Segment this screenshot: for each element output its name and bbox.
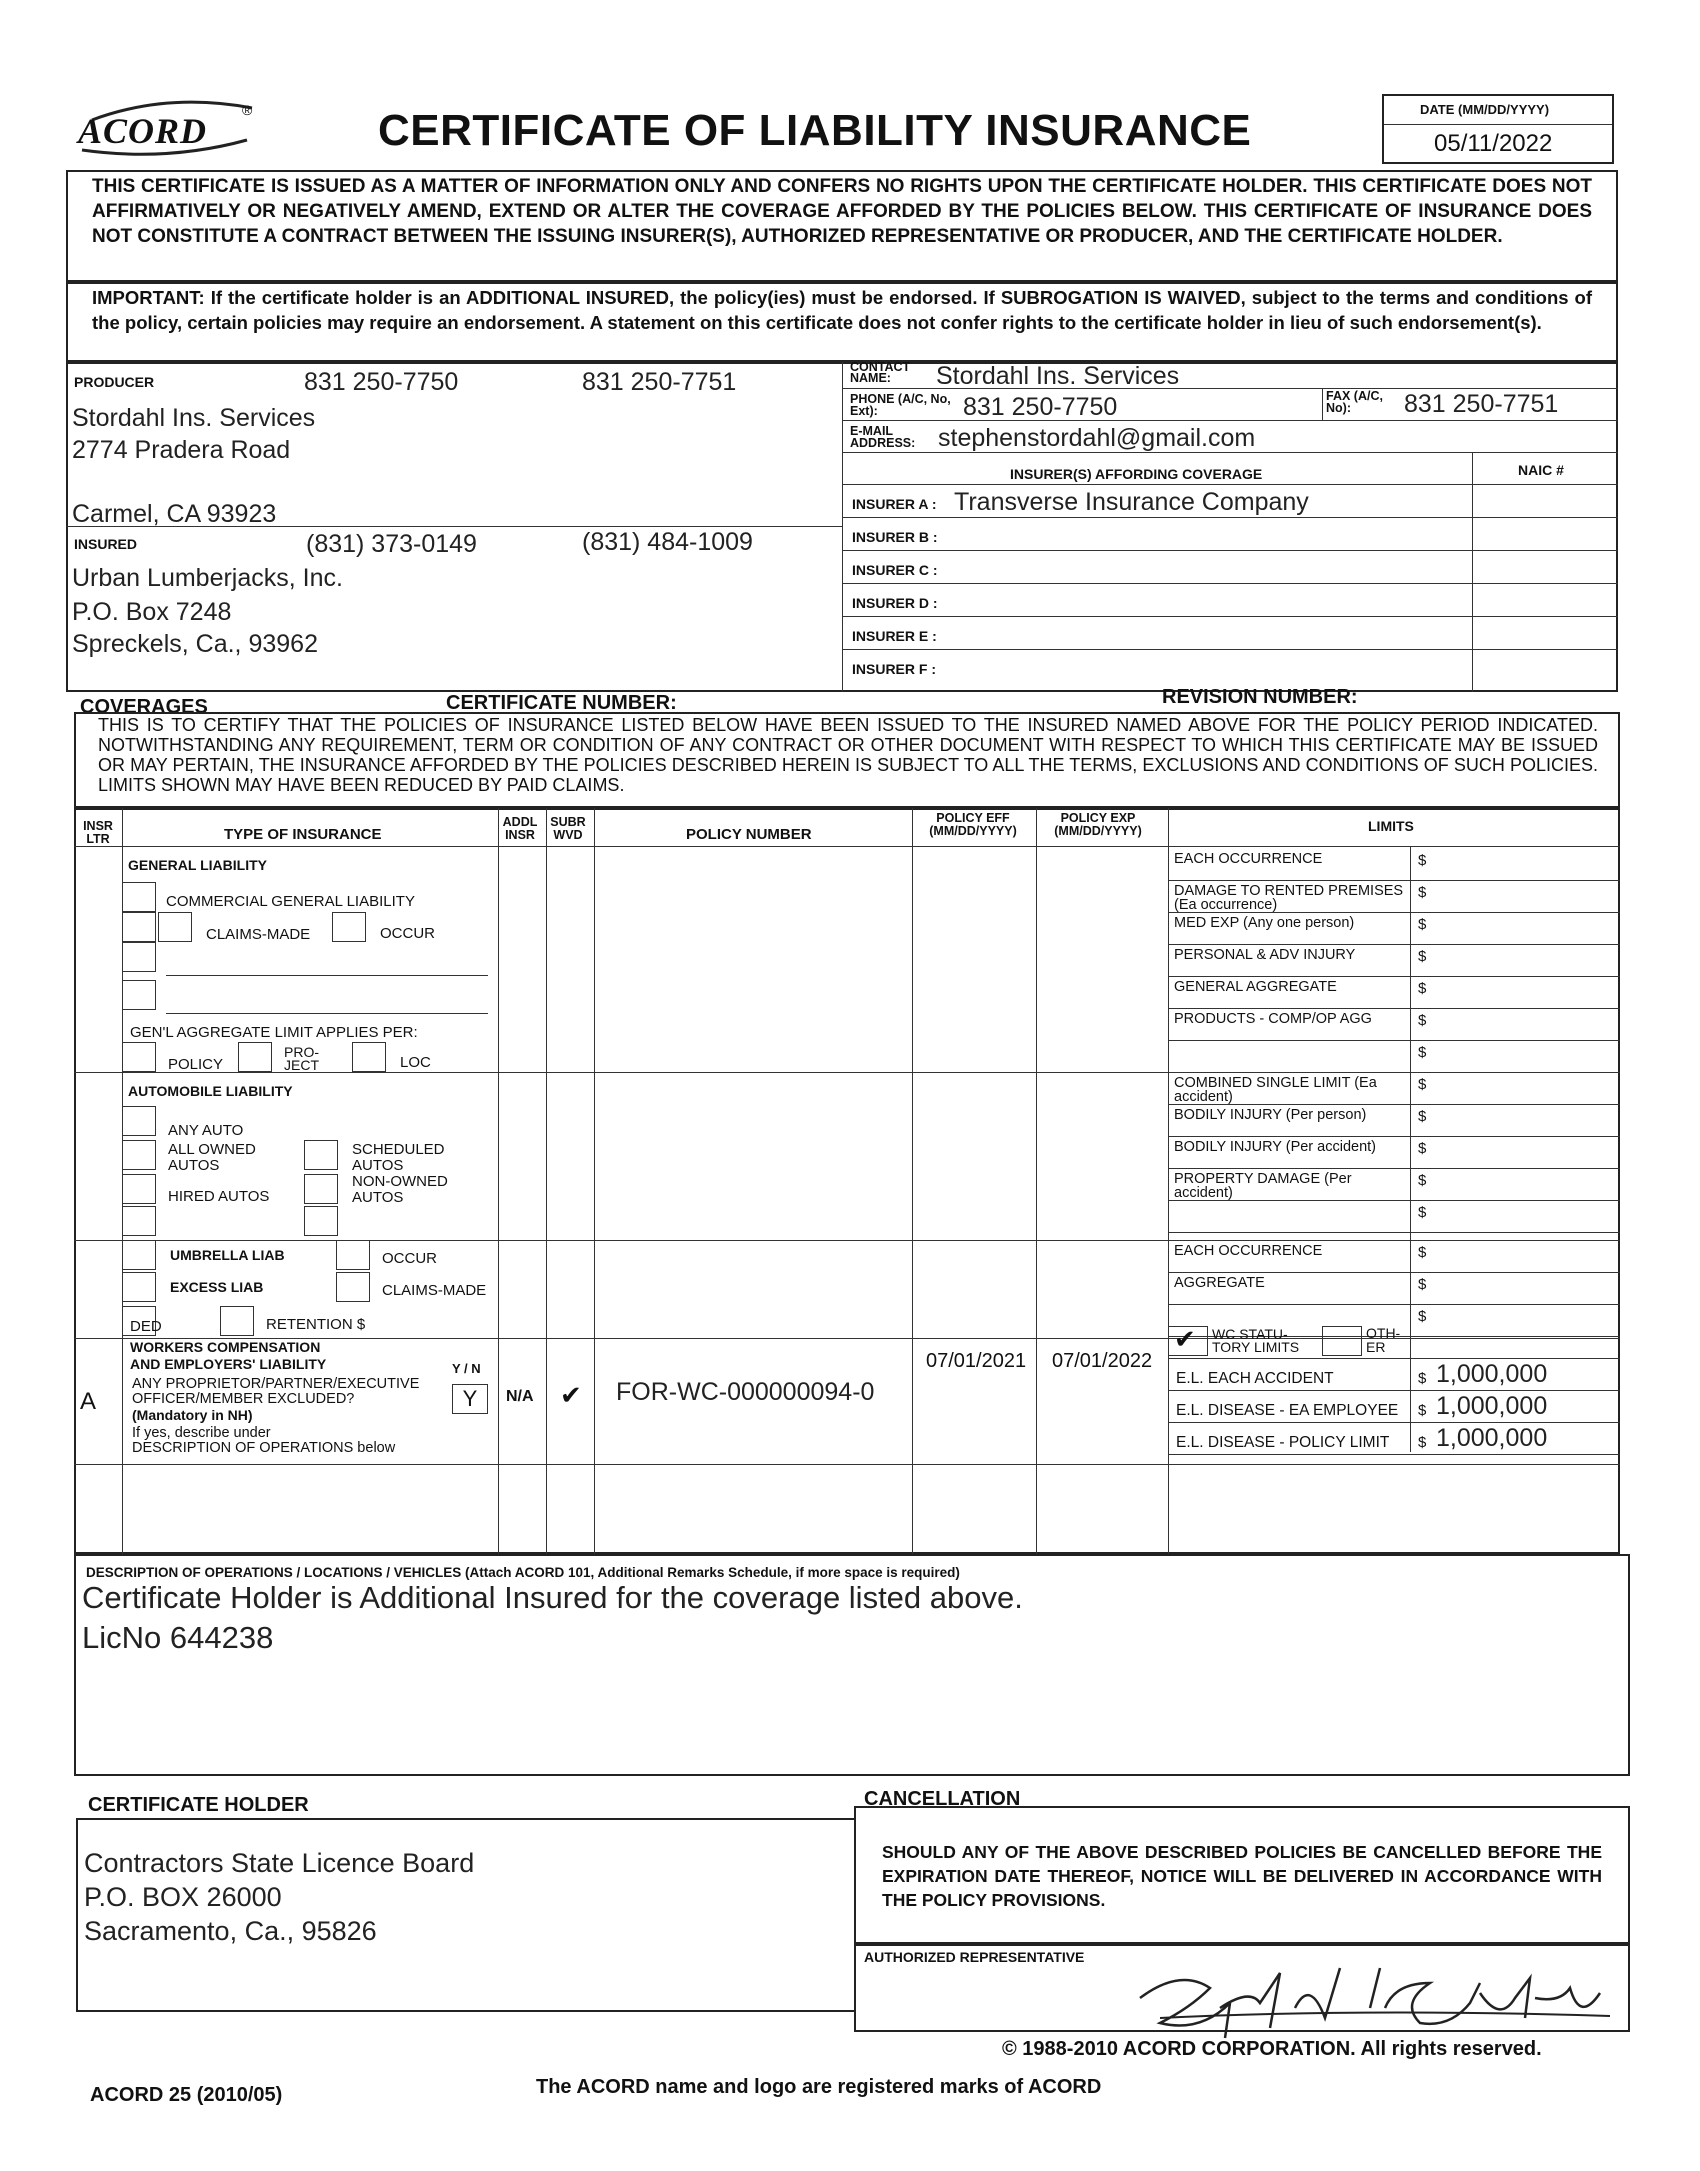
certificate-holder-label: CERTIFICATE HOLDER [88, 1794, 309, 1816]
gl-occur-label: OCCUR [380, 925, 435, 942]
gl-checkbox-blank2[interactable] [122, 980, 156, 1010]
gl-commercial-label: COMMERCIAL GENERAL LIABILITY [166, 893, 415, 910]
umb-occur-label: OCCUR [382, 1250, 437, 1267]
description-line1: Certificate Holder is Additional Insured for the coverage listed above. [82, 1580, 1023, 1615]
insurer-label: INSURER D : [852, 595, 938, 611]
gl-checkbox-loc[interactable] [352, 1042, 386, 1072]
wc-limit-dollar: $ [1418, 1402, 1427, 1419]
cancellation-label: CANCELLATION [864, 1788, 1021, 1810]
form-id: ACORD 25 (2010/05) [90, 2084, 283, 2106]
wc-limit-dollar: $ [1418, 1370, 1427, 1387]
acord-logo-text: ACORD [78, 111, 208, 151]
wc-other-checkbox[interactable] [1322, 1326, 1362, 1356]
insured-phone2: (831) 484-1009 [582, 528, 753, 556]
insured-phone1: (831) 373-0149 [306, 530, 477, 558]
auto-all-owned-label: ALL OWNED AUTOS [168, 1141, 256, 1174]
signature [1120, 1948, 1620, 2048]
th-policy-eff: POLICY EFF (MM/DD/YYYY) [929, 811, 1017, 839]
date-value: 05/11/2022 [1434, 130, 1553, 157]
umb-umbrella-label: UMBRELLA LIAB [170, 1247, 285, 1263]
wc-subr-wvd-check: ✔ [560, 1380, 582, 1410]
description-line2: LicNo 644238 [82, 1620, 274, 1655]
umb-excess-label: EXCESS LIAB [170, 1279, 264, 1295]
acord-logo [72, 92, 262, 162]
cancellation-text: SHOULD ANY OF THE ABOVE DESCRIBED POLICIES BE CANCELLED BEFORE THE EXPIRATION DATE THEREOF, NOTICE WILL BE DELIVERED IN ACCORDANCE WITH THE POLICY PROVISIONS. [882, 1842, 1602, 1910]
th-type: TYPE OF INSURANCE [224, 826, 382, 843]
insurer-row [842, 484, 1618, 517]
insurer-label: INSURER E : [852, 628, 937, 644]
auto-scheduled-label: SCHEDULED AUTOS [352, 1141, 445, 1174]
umb-limit-label: EACH OCCURRENCE [1174, 1243, 1323, 1259]
wc-limit-value: 1,000,000 [1436, 1360, 1548, 1388]
auto-limit-label: COMBINED SINGLE LIMIT (Ea accident) [1174, 1075, 1377, 1105]
gl-loc-label: LOC [400, 1054, 431, 1071]
wc-statutory-check: ✔ [1174, 1324, 1196, 1354]
wc-limit-value: 1,000,000 [1436, 1392, 1548, 1420]
wc-addl-insr: N/A [506, 1388, 534, 1405]
auto-limit-label: BODILY INJURY (Per accident) [1174, 1139, 1377, 1155]
wc-limit-value: 1,000,000 [1436, 1424, 1548, 1452]
coverages-notice-box [74, 712, 1620, 808]
wc-title1: WORKERS COMPENSATION [130, 1339, 321, 1355]
producer-fax: 831 250-7751 [582, 368, 737, 396]
gl-limit-dollar: $ [1418, 1044, 1427, 1061]
gl-claims-made-label: CLAIMS-MADE [206, 926, 311, 943]
date-box [1382, 94, 1614, 164]
revision-number-label: REVISION NUMBER: [1162, 686, 1358, 708]
copyright: © 1988-2010 ACORD CORPORATION. All rights reserved. [1002, 2038, 1542, 2060]
gl-title: GENERAL LIABILITY [128, 857, 267, 873]
auto-title: AUTOMOBILE LIABILITY [128, 1083, 293, 1099]
insurer-label: INSURER A : [852, 496, 937, 512]
insured-label: INSURED [74, 536, 138, 552]
gl-checkbox-commercial[interactable] [122, 882, 156, 912]
gl-policy-label: POLICY [168, 1056, 224, 1073]
gl-limit-dollar: $ [1418, 884, 1427, 901]
auto-limit-dollar: $ [1418, 1108, 1427, 1125]
th-addl-insr: ADDL INSR [502, 815, 538, 843]
gl-checkbox-policy[interactable] [122, 1042, 156, 1072]
umb-limit-dollar: $ [1418, 1308, 1427, 1325]
registered-mark: ® [242, 102, 253, 118]
gl-checkbox-claims-row[interactable] [122, 912, 156, 942]
auto-hired-label: HIRED AUTOS [168, 1188, 270, 1205]
umb-checkbox-occur[interactable] [336, 1240, 370, 1270]
auto-limit-dollar: $ [1418, 1204, 1427, 1221]
wc-describe2: DESCRIPTION OF OPERATIONS below [132, 1440, 396, 1456]
wc-proprietor1: ANY PROPRIETOR/PARTNER/EXECUTIVE [132, 1376, 420, 1392]
wc-limit-label: E.L. DISEASE - EA EMPLOYEE [1176, 1402, 1399, 1419]
producer-phone: 831 250-7750 [304, 368, 459, 396]
insurer-label: INSURER C : [852, 562, 938, 578]
wc-proprietor2: OFFICER/MEMBER EXCLUDED? [132, 1391, 355, 1407]
insurers-header: INSURER(S) AFFORDING COVERAGE [1010, 466, 1263, 482]
th-policy-exp: POLICY EXP (MM/DD/YYYY) [1054, 811, 1142, 839]
insured-name: Urban Lumberjacks, Inc. [72, 564, 343, 592]
umb-checkbox-excess[interactable] [122, 1272, 156, 1302]
trademark: The ACORD name and logo are registered marks of ACORD [536, 2076, 1102, 2098]
gl-limit-dollar: $ [1418, 1012, 1427, 1029]
producer-name: Stordahl Ins. Services [72, 404, 316, 432]
contact-phone: 831 250-7750 [963, 393, 1118, 421]
th-subr-wvd: SUBR WVD [550, 815, 586, 843]
contact-name: Stordahl Ins. Services [936, 362, 1180, 390]
gl-limit-label: MED EXP (Any one person) [1174, 915, 1355, 931]
contact-name-label: CONTACT NAME: [850, 360, 911, 385]
auto-checkbox-scheduled[interactable] [304, 1140, 338, 1170]
insurer-row [842, 517, 1618, 550]
contact-email: stephenstordahl@gmail.com [938, 424, 1256, 452]
producer-address: 2774 Pradera Road [72, 436, 291, 464]
wc-yn-label: Y / N [452, 1361, 481, 1376]
gl-aggregate-applies: GEN'L AGGREGATE LIMIT APPLIES PER: [130, 1024, 418, 1041]
auto-limit-dollar: $ [1418, 1172, 1427, 1189]
wc-policy-number: FOR-WC-000000094-0 [616, 1378, 875, 1406]
gl-limit-label: PERSONAL & ADV INJURY [1174, 947, 1356, 963]
gl-limit-label: PRODUCTS - COMP/OP AGG [1174, 1011, 1372, 1027]
insurer-name: Transverse Insurance Company [954, 488, 1309, 516]
gl-checkbox-claims-made[interactable] [158, 912, 192, 942]
producer-label: PRODUCER [74, 374, 155, 390]
auto-checkbox-all-owned[interactable] [122, 1140, 156, 1170]
umb-claims-made-label: CLAIMS-MADE [382, 1282, 487, 1299]
umb-checkbox-umbrella[interactable] [122, 1240, 156, 1270]
th-insr-ltr: INSR LTR [83, 819, 113, 847]
auto-any-label: ANY AUTO [168, 1122, 244, 1139]
insurer-row [842, 616, 1618, 649]
auto-checkbox-hired[interactable] [122, 1174, 156, 1204]
wc-eff: 07/01/2021 [926, 1350, 1027, 1372]
coverages-paragraph: THIS IS TO CERTIFY THAT THE POLICIES OF INSURANCE LISTED BELOW HAVE BEEN ISSUED TO THE INSURED NAMED ABOVE FOR THE POLICY PERIOD INDICATED. NOTWITHSTANDING ANY REQUIREMENT, TERM OR CONDITION OF ANY CONTRACT OR OTHER DOCUMENT WITH RESPECT TO WHICH THIS CERTIFICATE MAY BE ISSUED OR MAY PERTAIN, THE INSURANCE AFFORDED BY THE POLICIES DESCRIBED HEREIN IS SUBJECT TO ALL THE TERMS, EXCLUSIONS AND CONDITIONS OF SUCH POLICIES. LIMITS SHOWN MAY HAVE BEEN REDUCED BY PAID CLAIMS. [98, 715, 1598, 795]
umb-limit-dollar: $ [1418, 1244, 1427, 1261]
gl-limit-dollar: $ [1418, 916, 1427, 933]
holder-name: Contractors State Licence Board [84, 1848, 475, 1878]
notice-paragraph: THIS CERTIFICATE IS ISSUED AS A MATTER OF INFORMATION ONLY AND CONFERS NO RIGHTS UPON THE CERTIFICATE HOLDER. THIS CERTIFICATE DOES NOT AFFIRMATIVELY OR NEGATIVELY AMEND, EXTEND OR ALTER THE COVERAGE AFFORDED BY THE POLICIES BELOW. THIS CERTIFICATE OF INSURANCE DOES NOT CONSTITUTE A CONTRACT BETWEEN THE ISSUING INSURER(S), AUTHORIZED REPRESENTATIVE OR PRODUCER, AND THE CERTIFICATE HOLDER. [92, 176, 1592, 247]
auto-limit-dollar: $ [1418, 1140, 1427, 1157]
wc-title2: AND EMPLOYERS' LIABILITY [130, 1356, 327, 1372]
umb-checkbox-claims-made[interactable] [336, 1272, 370, 1302]
wc-mandatory: (Mandatory in NH) [132, 1407, 253, 1423]
naic-label: NAIC # [1518, 462, 1564, 478]
insurer-label: INSURER F : [852, 661, 936, 677]
th-policy-number: POLICY NUMBER [686, 826, 812, 843]
gl-checkbox-blank1[interactable] [122, 942, 156, 972]
auto-limit-dollar: $ [1418, 1076, 1427, 1093]
insured-city: Spreckels, Ca., 93962 [72, 630, 318, 658]
holder-address: P.O. BOX 26000 [84, 1882, 282, 1912]
insured-address: P.O. Box 7248 [72, 598, 232, 626]
umb-limit-label: AGGREGATE [1174, 1275, 1265, 1291]
contact-fax: 831 250-7751 [1404, 390, 1559, 418]
contact-fax-label: FAX (A/C, No): [1326, 389, 1383, 415]
cert-number-label: CERTIFICATE NUMBER: [446, 692, 677, 714]
gl-limit-dollar: $ [1418, 948, 1427, 965]
insurer-row [842, 649, 1618, 682]
notice-box [66, 170, 1618, 282]
wc-yn-box[interactable]: Y [452, 1384, 488, 1414]
holder-city: Sacramento, Ca., 95826 [84, 1916, 377, 1946]
auto-limit-label: PROPERTY DAMAGE (Per accident) [1174, 1171, 1352, 1201]
auto-checkbox-blank2[interactable] [304, 1206, 338, 1236]
wc-exp: 07/01/2022 [1052, 1350, 1153, 1372]
contact-email-label: E-MAIL ADDRESS: [850, 424, 916, 450]
insurer-row [842, 550, 1618, 583]
coverages-label: COVERAGES [80, 696, 208, 718]
wc-describe1: If yes, describe under [132, 1425, 271, 1441]
description-label: DESCRIPTION OF OPERATIONS / LOCATIONS / VEHICLES (Attach ACORD 101, Additional Remarks Schedule, if more space is required) [86, 1565, 960, 1580]
important-box [66, 282, 1618, 362]
th-limits: LIMITS [1368, 818, 1414, 834]
gl-limit-dollar: $ [1418, 980, 1427, 997]
gl-limit-dollar: $ [1418, 852, 1427, 869]
auto-checkbox-non-owned[interactable] [304, 1174, 338, 1204]
insurer-row [842, 583, 1618, 616]
umb-checkbox-retention[interactable] [220, 1306, 254, 1336]
auto-limit-label: BODILY INJURY (Per person) [1174, 1107, 1367, 1123]
umb-limit-dollar: $ [1418, 1276, 1427, 1293]
wc-statutory-label: WC STATU- TORY LIMITS [1212, 1326, 1300, 1355]
producer-city: Carmel, CA 93923 [72, 500, 277, 528]
auth-rep-label: AUTHORIZED REPRESENTATIVE [864, 1949, 1085, 1965]
page-title: CERTIFICATE OF LIABILITY INSURANCE [378, 106, 1252, 155]
important-paragraph: IMPORTANT: If the certificate holder is an ADDITIONAL INSURED, the policy(ies) must be endorsed. If SUBROGATION IS WAIVED, subject to the terms and conditions of the policy, certain policies may require an endorsement. A statement on this certificate does not confer rights to the certificate holder in lieu of such endorsement(s). [92, 287, 1592, 333]
gl-checkbox-project[interactable] [238, 1042, 272, 1072]
umb-ded-label: DED [130, 1318, 162, 1335]
gl-limit-label: EACH OCCURRENCE [1174, 851, 1323, 867]
auto-checkbox-any[interactable] [122, 1106, 156, 1136]
gl-limit-label: GENERAL AGGREGATE [1174, 979, 1337, 995]
gl-checkbox-occur[interactable] [332, 912, 366, 942]
umb-retention-label: RETENTION $ [266, 1316, 366, 1333]
wc-limit-dollar: $ [1418, 1434, 1427, 1451]
wc-insr-ltr: A [80, 1388, 97, 1415]
date-label: DATE (MM/DD/YYYY) [1420, 102, 1550, 117]
gl-limit-label: DAMAGE TO RENTED PREMISES (Ea occurrence) [1174, 883, 1404, 913]
auto-checkbox-blank1[interactable] [122, 1206, 156, 1236]
gl-project-label: PRO- JECT [284, 1044, 319, 1073]
contact-phone-label: PHONE (A/C, No, Ext): [850, 392, 951, 418]
insurer-label: INSURER B : [852, 529, 938, 545]
wc-limit-label: E.L. DISEASE - POLICY LIMIT [1176, 1434, 1390, 1451]
cancellation-box [854, 1806, 1630, 1944]
auto-non-owned-label: NON-OWNED AUTOS [352, 1173, 448, 1206]
wc-other-label: OTH- ER [1366, 1325, 1401, 1355]
wc-limit-label: E.L. EACH ACCIDENT [1176, 1370, 1334, 1387]
